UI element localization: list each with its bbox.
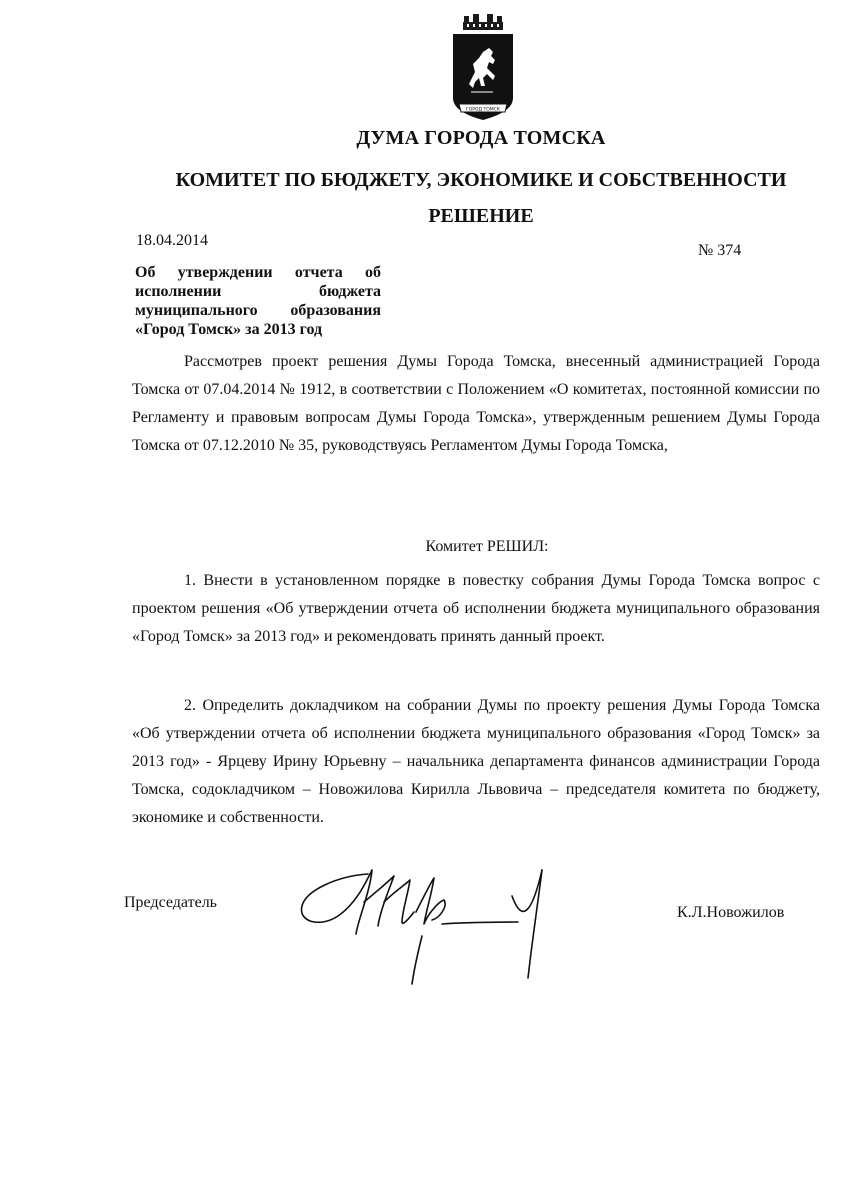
decision-date: 18.04.2014 bbox=[136, 232, 208, 249]
subject-line: муниципального образования bbox=[135, 302, 381, 319]
subject-line: исполнении бюджета bbox=[135, 283, 381, 300]
resolution-item-text: 1. Внести в установленном порядке в повестку собрания Думы Города Томска вопрос с проектом решения «Об утверждении отчета об исполнении бюджета муниципального образования «Город Томск» за 2013 год» и рекомендовать принять данный проект. bbox=[132, 572, 820, 645]
tomsk-coat-of-arms bbox=[449, 12, 517, 124]
document-type-title: РЕШЕНИЕ bbox=[428, 205, 534, 227]
resolved-heading: Комитет РЕШИЛ: bbox=[425, 538, 549, 555]
decision-number: № 374 bbox=[698, 242, 742, 259]
decision-subject bbox=[135, 263, 381, 339]
committee-title: КОМИТЕТ ПО БЮДЖЕТУ, ЭКОНОМИКЕ И СОБСТВЕННОСТИ bbox=[175, 169, 787, 191]
crown-icon bbox=[463, 14, 503, 30]
chair-name: К.Л.Новожилов bbox=[677, 904, 785, 921]
resolution-item-1 bbox=[132, 567, 820, 651]
duma-title: ДУМА ГОРОДА ТОМСКА bbox=[356, 127, 606, 149]
handwritten-signature bbox=[298, 862, 553, 994]
intro-paragraph bbox=[132, 348, 820, 460]
subject-line: Об утверждении отчета об bbox=[135, 264, 381, 281]
intro-text: Рассмотрев проект решения Думы Города Томска, внесенный администрацией Города Томска от 07.04.2014 № 1912, в соответствии с Положением «О комитетах, постоянной комиссии по Регламенту и правовым вопросам Думы Города Томска», утвержденным решением Думы Города Томска от 07.12.2010 № 35, руководствуясь Регламентом Думы Города Томска, bbox=[132, 353, 820, 454]
chair-role-label: Председатель bbox=[124, 894, 217, 911]
ribbon-text: ГОРОД ТОМСК bbox=[466, 107, 500, 113]
resolution-item-2 bbox=[132, 692, 820, 832]
resolution-item-text: 2. Определить докладчиком на собрании Думы по проекту решения Думы Города Томска «Об утверждении отчета об исполнении бюджета муниципального образования «Город Томск» за 2013 год» - Ярцеву Ирину Юрьевну – начальника департамента финансов администрации Города Томска, содокладчиком – Новожилова Кирилла Львовича – председателя комитета по бюджету, экономике и собственности. bbox=[132, 697, 820, 826]
subject-line: «Город Томск» за 2013 год bbox=[135, 321, 323, 338]
